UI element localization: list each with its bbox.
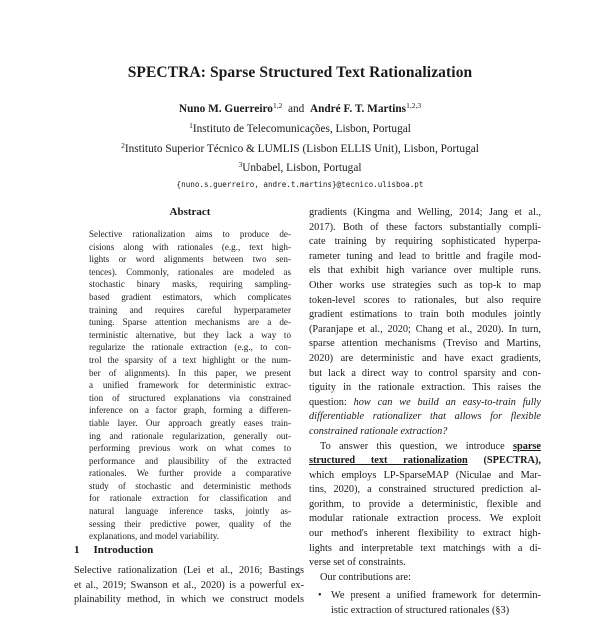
abstract-line: sessing their predictive power, quality of the bbox=[89, 518, 291, 529]
affiliation-1: $^1$Instituto de Telecomunicações, Lisbon, Portugal bbox=[189, 120, 411, 135]
text-line: cate training by requiring sophisticated hyperpa- bbox=[309, 236, 541, 248]
paper-title: SPECTRA: Sparse Structured Text Rationalization bbox=[127, 64, 473, 81]
intro-left-text bbox=[74, 564, 304, 608]
text-line: tins, 2020), a constrained structured prediction al- bbox=[309, 484, 541, 496]
author-email: {nuno.s.guerreiro, andre.t.martins}@tecnico.ulisboa.pt bbox=[176, 180, 424, 190]
text-line: sparse attention mechanisms (Treviso and Martins, bbox=[309, 338, 541, 350]
abstract-line: training and requires careful hyperparameter bbox=[89, 304, 291, 315]
research-question bbox=[309, 396, 541, 440]
abstract-line: ing and rationale regularization, generally out- bbox=[89, 430, 291, 441]
affiliation-3: $^3$Unbabel, Lisbon, Portugal bbox=[238, 160, 362, 175]
text-line: but lack a direct way to control sparsity and con- bbox=[309, 367, 541, 379]
text-line: (Paranjape et al., 2020; Chang et al., 2020). In turn, bbox=[309, 323, 541, 335]
text-line: token-level scores to rationales, but also require bbox=[309, 294, 541, 306]
text-line: our method's inherent flexibility to extract high- bbox=[309, 528, 541, 540]
abstract-line: tuning. Sparse attention mechanisms are a de- bbox=[89, 317, 291, 328]
text-line: rameter tuning and lead to brittle and fragile mod- bbox=[309, 250, 541, 262]
text-line: Selective rationalization (Lei et al., 2016; Bastings bbox=[74, 565, 304, 576]
abstract-line: lights or word alignments between two sen- bbox=[89, 254, 291, 265]
text-line: lights and interpretable text matchings with a di- bbox=[309, 542, 541, 554]
abstract-line: trol the sparsity of a text highlight or the num- bbox=[89, 354, 291, 365]
section-number: 1 bbox=[74, 544, 80, 556]
bullet-line: istic extraction of structured rationales (§3) bbox=[331, 605, 510, 617]
text-line: which employs LP-SparseMAP (Niculae and Mar- bbox=[309, 469, 541, 481]
question-line: constrained rationale extraction? bbox=[309, 425, 448, 437]
text-line: gradient estimations to train both modules jointly bbox=[309, 309, 541, 321]
section-heading bbox=[74, 544, 167, 556]
bullet-dot: • bbox=[318, 590, 322, 602]
text-line: et al., 2019; Swanson et al., 2020) is a powerful ex- bbox=[74, 579, 304, 591]
abstract-line: Selective rationalization aims to produce de- bbox=[89, 229, 291, 239]
question-first-line: question: how can we build an easy-to-train fully bbox=[309, 396, 541, 408]
text-line: plainability method, in which we construct models bbox=[74, 594, 304, 606]
author-2-name: André F. T. Martins bbox=[309, 103, 407, 115]
author-2-affil: 1,2,3 bbox=[406, 101, 422, 110]
text-line: modular rationale extraction process. We exploit bbox=[309, 513, 541, 525]
section-title: Introduction bbox=[93, 544, 154, 556]
abstract-line: terministic alternative, but they lack a way to bbox=[89, 329, 291, 340]
abstract-line: performing previous work on what comes to bbox=[89, 443, 291, 454]
abstract-line: study of stochastic and deterministic methods bbox=[89, 480, 291, 491]
paragraph-2-second-line: structured text rationalization (SPECTRA), bbox=[309, 455, 541, 467]
paragraph-1 bbox=[309, 206, 541, 396]
abstract-line: tion of structured explanations via constrained bbox=[89, 392, 291, 403]
author-1-affil: 1,2 bbox=[272, 101, 283, 110]
paragraph-2-first-line: To answer this question, we introduce sparse bbox=[320, 440, 541, 452]
affiliation-2: $^2$Instituto Superior Técnico & LUMLIS (Lisbon ELLIS Unit), Lisbon, Portugal bbox=[121, 140, 479, 155]
abstract-line: explanations, and model variability. bbox=[89, 531, 219, 542]
contributions-list bbox=[309, 589, 541, 618]
abstract-line: for rationale extraction for classification and bbox=[89, 493, 291, 504]
abstract-line: stochastic binary masks, requiring sampling- bbox=[89, 279, 291, 290]
author-block bbox=[0, 98, 600, 193]
text-line: verse set of constraints. bbox=[309, 557, 406, 569]
abstract-line: performance and plausibility of the extracted bbox=[89, 455, 291, 466]
text-line: els that exhibit high variance over multiple runs. bbox=[309, 265, 541, 277]
abstract-line: natural language inference tasks, jointly as- bbox=[89, 506, 291, 517]
author-and: and bbox=[287, 103, 305, 115]
abstract-line: inference on a factor graph, forming a differen- bbox=[89, 405, 291, 416]
abstract-line: a unified framework for deterministic extrac- bbox=[89, 380, 291, 391]
contributions-intro: Our contributions are: bbox=[320, 571, 411, 583]
abstract-body bbox=[89, 228, 291, 543]
text-line: gorithm, to provide a deterministic, flexible and bbox=[309, 498, 541, 510]
abstract-line: regularize the rationale extraction (e.g., to con- bbox=[89, 342, 291, 353]
author-line bbox=[0, 98, 600, 118]
abstract-line: tiable layer. Our approach greatly eases train- bbox=[89, 417, 291, 428]
question-line: differentiable rationalizer that allows for flexible bbox=[309, 411, 541, 423]
abstract-heading: Abstract bbox=[169, 206, 211, 218]
bullet-line: • We present a unified framework for determin- bbox=[309, 589, 541, 604]
text-line: tiguity in the rationale extraction. This raises the bbox=[309, 382, 541, 394]
abstract-line: cisions along with rationales (e.g., text high- bbox=[89, 241, 291, 252]
abstract-line: tences). Commonly, rationales are modeled as bbox=[89, 266, 291, 277]
text-line: 2017). Both of these factors substantially compli- bbox=[309, 221, 541, 233]
right-column bbox=[309, 206, 541, 619]
text-line: 2020) are deterministic and have exact gradients, bbox=[309, 352, 541, 364]
text-line: gradients (Kingma and Welling, 2014; Jang et al., bbox=[309, 207, 541, 218]
abstract-line: based gradient estimators, which complicates bbox=[89, 291, 291, 302]
paragraph-2 bbox=[309, 440, 541, 571]
author-1-name: Nuno M. Guerreiro bbox=[178, 103, 273, 115]
abstract-line: rationales. We further provide a comparative bbox=[89, 468, 291, 479]
text-line: Other works use strategies such as top-k to map bbox=[309, 279, 541, 291]
abstract-line: ber of alignments). In this paper, we present bbox=[89, 367, 291, 378]
